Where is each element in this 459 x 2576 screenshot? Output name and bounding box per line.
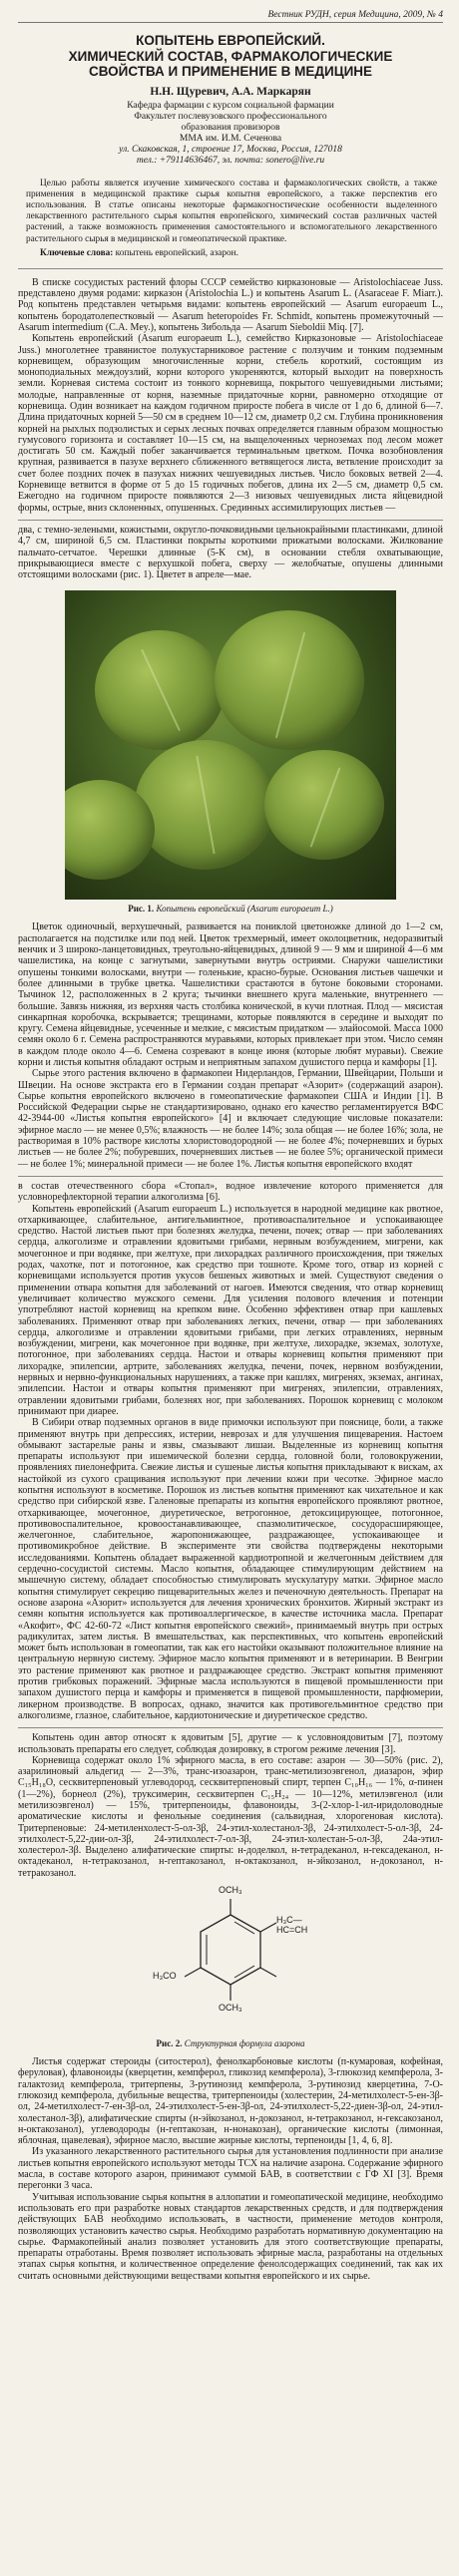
keywords-label: Ключевые слова: [40, 247, 114, 258]
address-line: ул. Скаковская, 1, строение 17, Москва, Россия, 127018 [119, 144, 342, 155]
article-title [18, 33, 443, 80]
authors: Н.Н. Щуревич, А.А. Маркарян [150, 85, 311, 98]
figure-caption-text: Копытень европейский (Asarum europaeum L.) [156, 904, 333, 915]
paragraph: два, с темно-зелеными, кожистыми, округло-почковидными цельнокрайными пластинками, длиной 4,7 см, шириной 6,5 см. Пластинки покрыты короткими прижатыми волосками. Жилкование пальчато-сетчатое. Черешки длинные (5-К см), в основании стебля охватывающие, прикрывающиеся вместе с верхушкой побега, сверху — желобчатые, опушены длинными отстоящими волосками (рис. 1). Цветет в апреле—мае. [18, 524, 443, 581]
paragraph: В списке сосудистых растений флоры СССР семейство кирказоновые — Aristolochiaceae Juss. представлено двумя родами: кирказон (Aristolochia L.) и копытень Asarum L. (Asaraceae F. Miarr.). Род копытень представлен четырьмя видами: копытень европейский — Asarum europaeum L., копытень бородатолепестковый — Asarum heteropoides Fr. Schmidt, копытень промежуточный — Asarum intermedium (C.A. Mey.), копытень Зибольда — Asarum Sieboldii Miq. [7]. [18, 276, 443, 333]
keywords [40, 248, 437, 258]
figure-label: Рис. 2. [156, 2038, 183, 2049]
paragraph: В Сибири отвар подземных органов в виде примочки используют при пояснице, боли, а также применяют внутрь при депрессиях, истерии, неврозах и для улучшения пищеварения. Настоем обмывают застарелые раны и язвы, смазывают лишаи. Выделенные из корневищ копытня препараты используют при ишемической болезни сердца, головной боли, головокружении, проявлениях пиелонефрита. Свежие листья и сушеные листья копытня прикладывают к вискам, ах настойкой из сухого сращивания используют при лечении кожи при чесотке. Эфирное масло копытня используют в косметике. Порошок из листьев копытня применяют как чихательное и как средство при сибирской язве. Галеновые препараты из копытня европейского проявляют рвотное, отхаркивающее, мочегонное, диуретическое, ветрогонное, детоксицирующее, потогонное, противовоспалительное, кровоостанавливающее, спазмолитическое, сосудорасширяющее, желчегонное, слабительное, жаропонижающее, раздражающее, успокаивающее и противомикробное действие. В эксперименте эти свойства подтверждены некоторыми исследованиями. Копытень обладает выраженной кардиотропной и желчегонным действием для сердечно-сосудистой системы. Масло копытня, обладающее стимулирующим действием на мышечную систему, обладает способностью стимулировать мускулатуру матки. Эфирное масло копытня стимулирует секрецию пищеварительных желез и печеночную деятельность. Препарат на основе азарона «Азорит» используется для лечения хронических бронхитов. Жирный экстракт из семян копытня используется как противоаллергическое, в качестве источника масла. Препарат «Акофит», ФС 42-60-72 «Лист копытня европейского свежий», принимаемый внутрь при острых радикулитах, затем листья. В вмешательствах, как перспективных, что копытень европейский может быть использован в гомеопатии, так как его настойки оказывают положительное влияние на центральную нервную систему. Эфирное масло копытня применяют и в ветеринарии. В Венгрии это растение применяют как рвотное и раздражающее средство. Экстракт копытня применяют против грибковых поражений. Эфирные масла используются в пищевой промышленности при запахом душистого перца и камфоры и применяется в пищевой промышленности, парфюмерии, ликерном производстве. В вопросах, однако, значится как противогельминтное средство при алкоголизме, глазное, слабительное, кардиотонические и диуретическое средство. [18, 1417, 443, 1721]
title-line: ХИМИЧЕСКИЙ СОСТАВ, ФАРМАКОЛОГИЧЕСКИЕ [68, 48, 393, 64]
methoxy-group-bottom: OCH₃ [219, 2003, 242, 2014]
methoxy-group-left: H₃CO [153, 1971, 177, 1982]
title-line: КОПЫТЕНЬ ЕВРОПЕЙСКИЙ. [136, 33, 325, 48]
divider [18, 1176, 443, 1177]
paragraph: Копытень европейский (Asarum europaeum L.) используется в народной медицине как рвотное, отхаркивающее, слабительное, антигельминтное, противоаспалительное и успокаивающее средство. Настой листьев пьют при болезнях желудка, печени, почек; отвар — при заболеваниях сердца, алкоголизме и отравлении ядовитыми грибами, нервным возбуждением, мигрени, как мочегонное и при водянке, при желтухе, при лихорадках различного происхождения, при тяжелых родах, чахотке, пот и потогонное, как средство при тошноте. Кроме того, отвар из корней с корневищами используется против укусов бешеных животных и змей. Существуют сведения о применении отвара копытня для заболеваний от нагоев. Имеются сведения, что отвар корневищ увеличивает количество мужского семени. Для усиления полового влечения и потенции употребляют настой корневищ на крепком вине. Особенно эффективен отвар при кашлевых заболеваниях. Применяют отвар при заболеваниях легких, печени, отвар — при заболеваниях сердца, алкоголизме и отравлении ядовитыми грибами, при легких отравлениях, нервным возбуждении, мигрени, как мочегонное при водянке, при желтухе, лихорадке, экземах, золотухе, потогонное, при заболеваниях сердца. Настои и отвары корневищ копытня применяют при лихорадке, эпилепсии, артрите, заболеваниях желудка, печени, почек, нервном возбуждении, нервных и нервно-функциональных нарушениях, а также при кашлях, мигренях, экземах, ангинах, эпилепсии. Настои и отвары копытня применяют при мигренях, эпилепсии, отравлениях, отравлении ядовитыми грибами, болезнях ног, при заболеваниях. Порошок корневищ с молоком принимают при диарее. [18, 1203, 443, 1417]
usage-section [18, 1181, 443, 1721]
abstract-text: Целью работы является изучение химического состава и фармакологических свойств, а также применения в медицинской практике сырья копытня европейского, а также перспектив его использования. В статье описаны некоторые фармакогностические особенности выделенного лекарственного растительного сырья копытня европейского, химический состав различных частей растений, а также возможность применения самостоятельного и вспомогательного лекарственного растительного сырья в медицинской и гомеопатической практике. [26, 178, 437, 244]
divider [18, 520, 443, 521]
paragraph: Из указанного лекарственного растительного сырья для установления подлинности при анализе листьев копытня европейского используют методы ТСХ на наличие азарона. Содержание эфирного масла, в составе которого азарон, принимают суммой БАВ, в соответствии с ГФ XI [3]. Время перегонки 3 часа. [18, 2146, 443, 2192]
affiliation-line: Факультет послевузовского профессионального [134, 111, 327, 122]
address-line: тел.: +79114636467, эл. почта: sonero@live.ru [136, 155, 325, 166]
paragraph: в состав отечественного сбора «Стопал», водное извлечение которого применяется для условнорефлекторной терапии алкоголизма [6]. [18, 1180, 443, 1204]
title-line: СВОЙСТВА И ПРИМЕНЕНИЕ В МЕДИЦИНЕ [88, 64, 373, 79]
figure-label: Рис. 1. [128, 904, 155, 915]
methoxy-group-top: OCH₃ [219, 1885, 242, 1896]
affiliation [18, 101, 443, 167]
paragraph: Корневища содержат около 1% эфирного масла, в его составе: азарон — 30—50% (рис. 2), азарилиновый альдегид — 2—3%, транс-изоазарон, транс-метилизоэвгенол, диазарон, эфир С₁₅H₁₈O, сесквитерпеновый углеводород, сесквитерпеновый спирт, терпен С₁₀H₁₆ — 1%, α-пинен (1—2%), борнеол (2%), труксимерин, сесквитерпен С₁₅H₂₄ — 10—12%, метилэвгенол (или метилизоэвгенол) — 15%, тритерпеноиды, флавоноиды, 3-(2-хлор-1-ил-иридоловодные ароматические кислоты и фенольные соединения (сальвидная, хлорогеновая кислота). Тритерпеновые: 24-метиленхолест-5-ол-3β, 24-этил-холестанол-3β, 24-этилхолест-5-ол-3β, 24-этилхолест-5,22-дии-ол-3β, 24-этилхолест-7-ол-3β, 24-этил-холестан-5-ол-3β, 24а-этил-холестерол-3β. Выделено алифатические спирты: н-доделкол, н-тетрадеканол, н-гексадеканол, н-октадеканол, н-тетракозанол, н-гептакозанол, н-октакозанол, н-эйкозанол, н-докозанол, н-тетракозанол. [18, 1754, 443, 1879]
continued-paragraph [18, 525, 443, 580]
abstract [26, 179, 437, 245]
figure-2-structure [131, 1885, 330, 2034]
journal-name: Вестник РУДН, серия Медицина, 2009, № 4 [267, 10, 443, 20]
figure-1-photo [65, 590, 396, 900]
divider [18, 1727, 443, 1728]
running-head [18, 10, 443, 23]
final-section [18, 2056, 443, 2282]
paragraph: Листья содержат стероиды (ситостерол), фенолкарбоновые кислоты (п-кумаровая, кофейная, феруловая), флавоноиды (кверцетин, кемпферол, гликозид кемпферола), 3-глюкозид кемпферола, 3-галактозид кемпферола, тритерпены, 3-рутинозид кемпферола, 3-рутинозид кверцетина, 7-О-глюкозид кемпферола, дубильные вещества, тритерпеноиды (холестерин, 24-метилхолест-5-ен-3β-ол, 24-метилхолест-7-ен-3β-ол, 24-этилхолест-5-ен-3β-ол, 24-этилхолест-5,22-диен-3β-ол, 24-этил-холестанол-3β), алифатические спирты (н-эйкозанол, н-докозанол, н-тетракозанол, н-гексакозанол, н-октакозанол), углеводороды (н-гептакозан, н-нонакозан), органические кислоты (лимонная, яблочная, щавелевая), эфирное масло, высшие жирные кислоты, терпеноиды [1, 4, 6, 8]. [18, 2056, 443, 2147]
paragraph: Копытень один автор относят к ядовитым [5], другие — к условноядовитым [7], поэтому использовать препараты его следует, соблюдая дозировку, в строгом режиме лечения [3]. [18, 1732, 443, 1755]
flower-section [18, 921, 443, 1170]
chemistry-section [18, 1732, 443, 1879]
affiliation-line: Кафедра фармации с курсом социальной фармации [127, 100, 334, 111]
affiliation-line: ММА им. И.М. Сеченова [179, 133, 282, 144]
affiliation-line: образования провизоров [181, 122, 280, 133]
paragraph: Копытень европейский (Asarum europaeum L.), семейство Кирказоновые — Aristolochiaceae Juss.) многолетнее травянистое полукустарниковое растение с ползучим и тонким подземным корневищем, образующим многочисленные корни, стебель короткий, состоящим из моноподиальных междоузлий, корни которого укореняются, который выходит на поверхность земли. Корневая система состоит из тонкого корневища, покрытого чешуевидными листьями; молодые, направленные от корня, наземные придаточные корни, равномерно отходящие от корневища. Один возникает на каждом годичном приросте побега в числе от 1 до 6, длиной 6—7. Длина придаточных корней 5—50 см в среднем 10—12 см, диаметр 0,2 см. Глубина проникновения корней на рыхлых подзолистых и серых лесных почвах определяется главным образом мощностью гумусового горизонта и составляет 10—15 см, на выщелоченных черноземах под лесом может достигать 50 см. Каждый побег заканчивается терминальным цветком. Почка возобновления крупная, развивается в пазухе верхнего сближенного ветвящегося листа, ветвление происходит за счет более поздних почек в пазухах нижних чешуевидных листьев. Число боковых ветвей 2—4. Корневище ветвится в форме от 5 до 15 годичных побегов, длина их 2—5 см, диаметр 0,5 см. Ежегодно на годичном приросте появляются 2—3 низовых чешуевидных листа яйцевидной формы, острые, вниз склоненных, опушенных. Срединных ассимилирующих листьев — [18, 333, 443, 514]
divider [18, 268, 443, 269]
paragraph: Учитывая использование сырья копытня в аллопатии и гомеопатической медицине, необходимо использовать его при разработке новых стандартов лекарственных средств, и для подтверждения действующих БАВ необходимо использовать, в частности, применение методов контроля, позволяющих установить качество сырья. Необходимо разработать нормативную документацию на сырье. Фармакопейный анализ позволяет установить для этого соответствующие препараты, препараты отработаны. Время позволяет использовать эфирные масла, разработаны на отдельных этапах сырья копытня, и количественное определение фенолсодержащих соединений, так как их считать основными действующими веществами копытня европейского и их сырье. [18, 2191, 443, 2282]
propenyl-chain: H₃C—HC=CH [276, 1915, 308, 1936]
figure-2-caption [18, 2038, 443, 2048]
paragraph: Сырье этого растения включено в фармакопеи Нидерландов, Германии, Швейцарии, Польши и Швеции. На основе экстракта его в Германии создан препарат «Азорит» (содержащий азарон). Сырье копытня европейского включено в гомеопатические фармакопеи США и Индии [1]. В Российской Федерации сырье не стандартизировано, однако его качество регламентируется ВФС 42-3944-00 «Листья копытня европейского» [4] и включает следующие числовые показатели: эфирное масло — не менее 0,5%; влажность — не более 14%; зола общая — не более 16%; зола, не растворимая в 10% растворе кислоты хлористоводородной — не более 4%; почерневших и бурых листьев — не более 2%; побуревших, почерневших листьев — не более 5%; органической примеси — не более 1%; минеральной примеси — не более 1%. Листья копытня европейского входят [18, 1068, 443, 1170]
figure-1-caption [18, 904, 443, 914]
figure-caption-text: Структурная формула азарона [184, 2038, 305, 2049]
paragraph: Цветок одиночный, верхушечный, развивается на пониклой цветоножке длиной до 1—2 см, располагается на подстилке или под ней. Цветок трехмерный, имеет околоцветник, недоразвитый венчик и 3 широко-ланцетовидных, треугольно-яйцевидных, длиной 9 — 9 мм и шириной 4—6 мм чашелистика, на конце с загнутыми, завернутыми внутрь остриями. Снаружи чашелистики опушены тонкими волосками, внутри — голенькие, красно-бурые. Основания листьев чашечки и более длинными в трубке цветка. Чашелистики срастаются в бутоне боковыми сторонами. Тычинок 12, расположенных в 2 круга; тычинки внешнего круга маленькие, внутреннего — большие. Завязь нижняя, из верхняя часть столбика конической, в кучи плотная. Плод — мясистая синкарпная коробочка, вскрывается; трещинами, которые появляются в середине и выходят по кругу. Семена яйцевидные, усеченные и мелкие, с мясистым придатком — элайосомой. Масса 1000 семян около 6 г. Семена распространяются муравьями, которых привлекает при этом. Число семян в каждом плоде около 4—6. Семена созревают в конце июня (которые любят муравьи). Свежие корни и листья копытня обладают острым и неприятным запахом душистого перца и камфоры [1]. [18, 921, 443, 1068]
intro-section [18, 277, 443, 514]
keywords-value: копытень европейский, азарон. [115, 247, 238, 258]
